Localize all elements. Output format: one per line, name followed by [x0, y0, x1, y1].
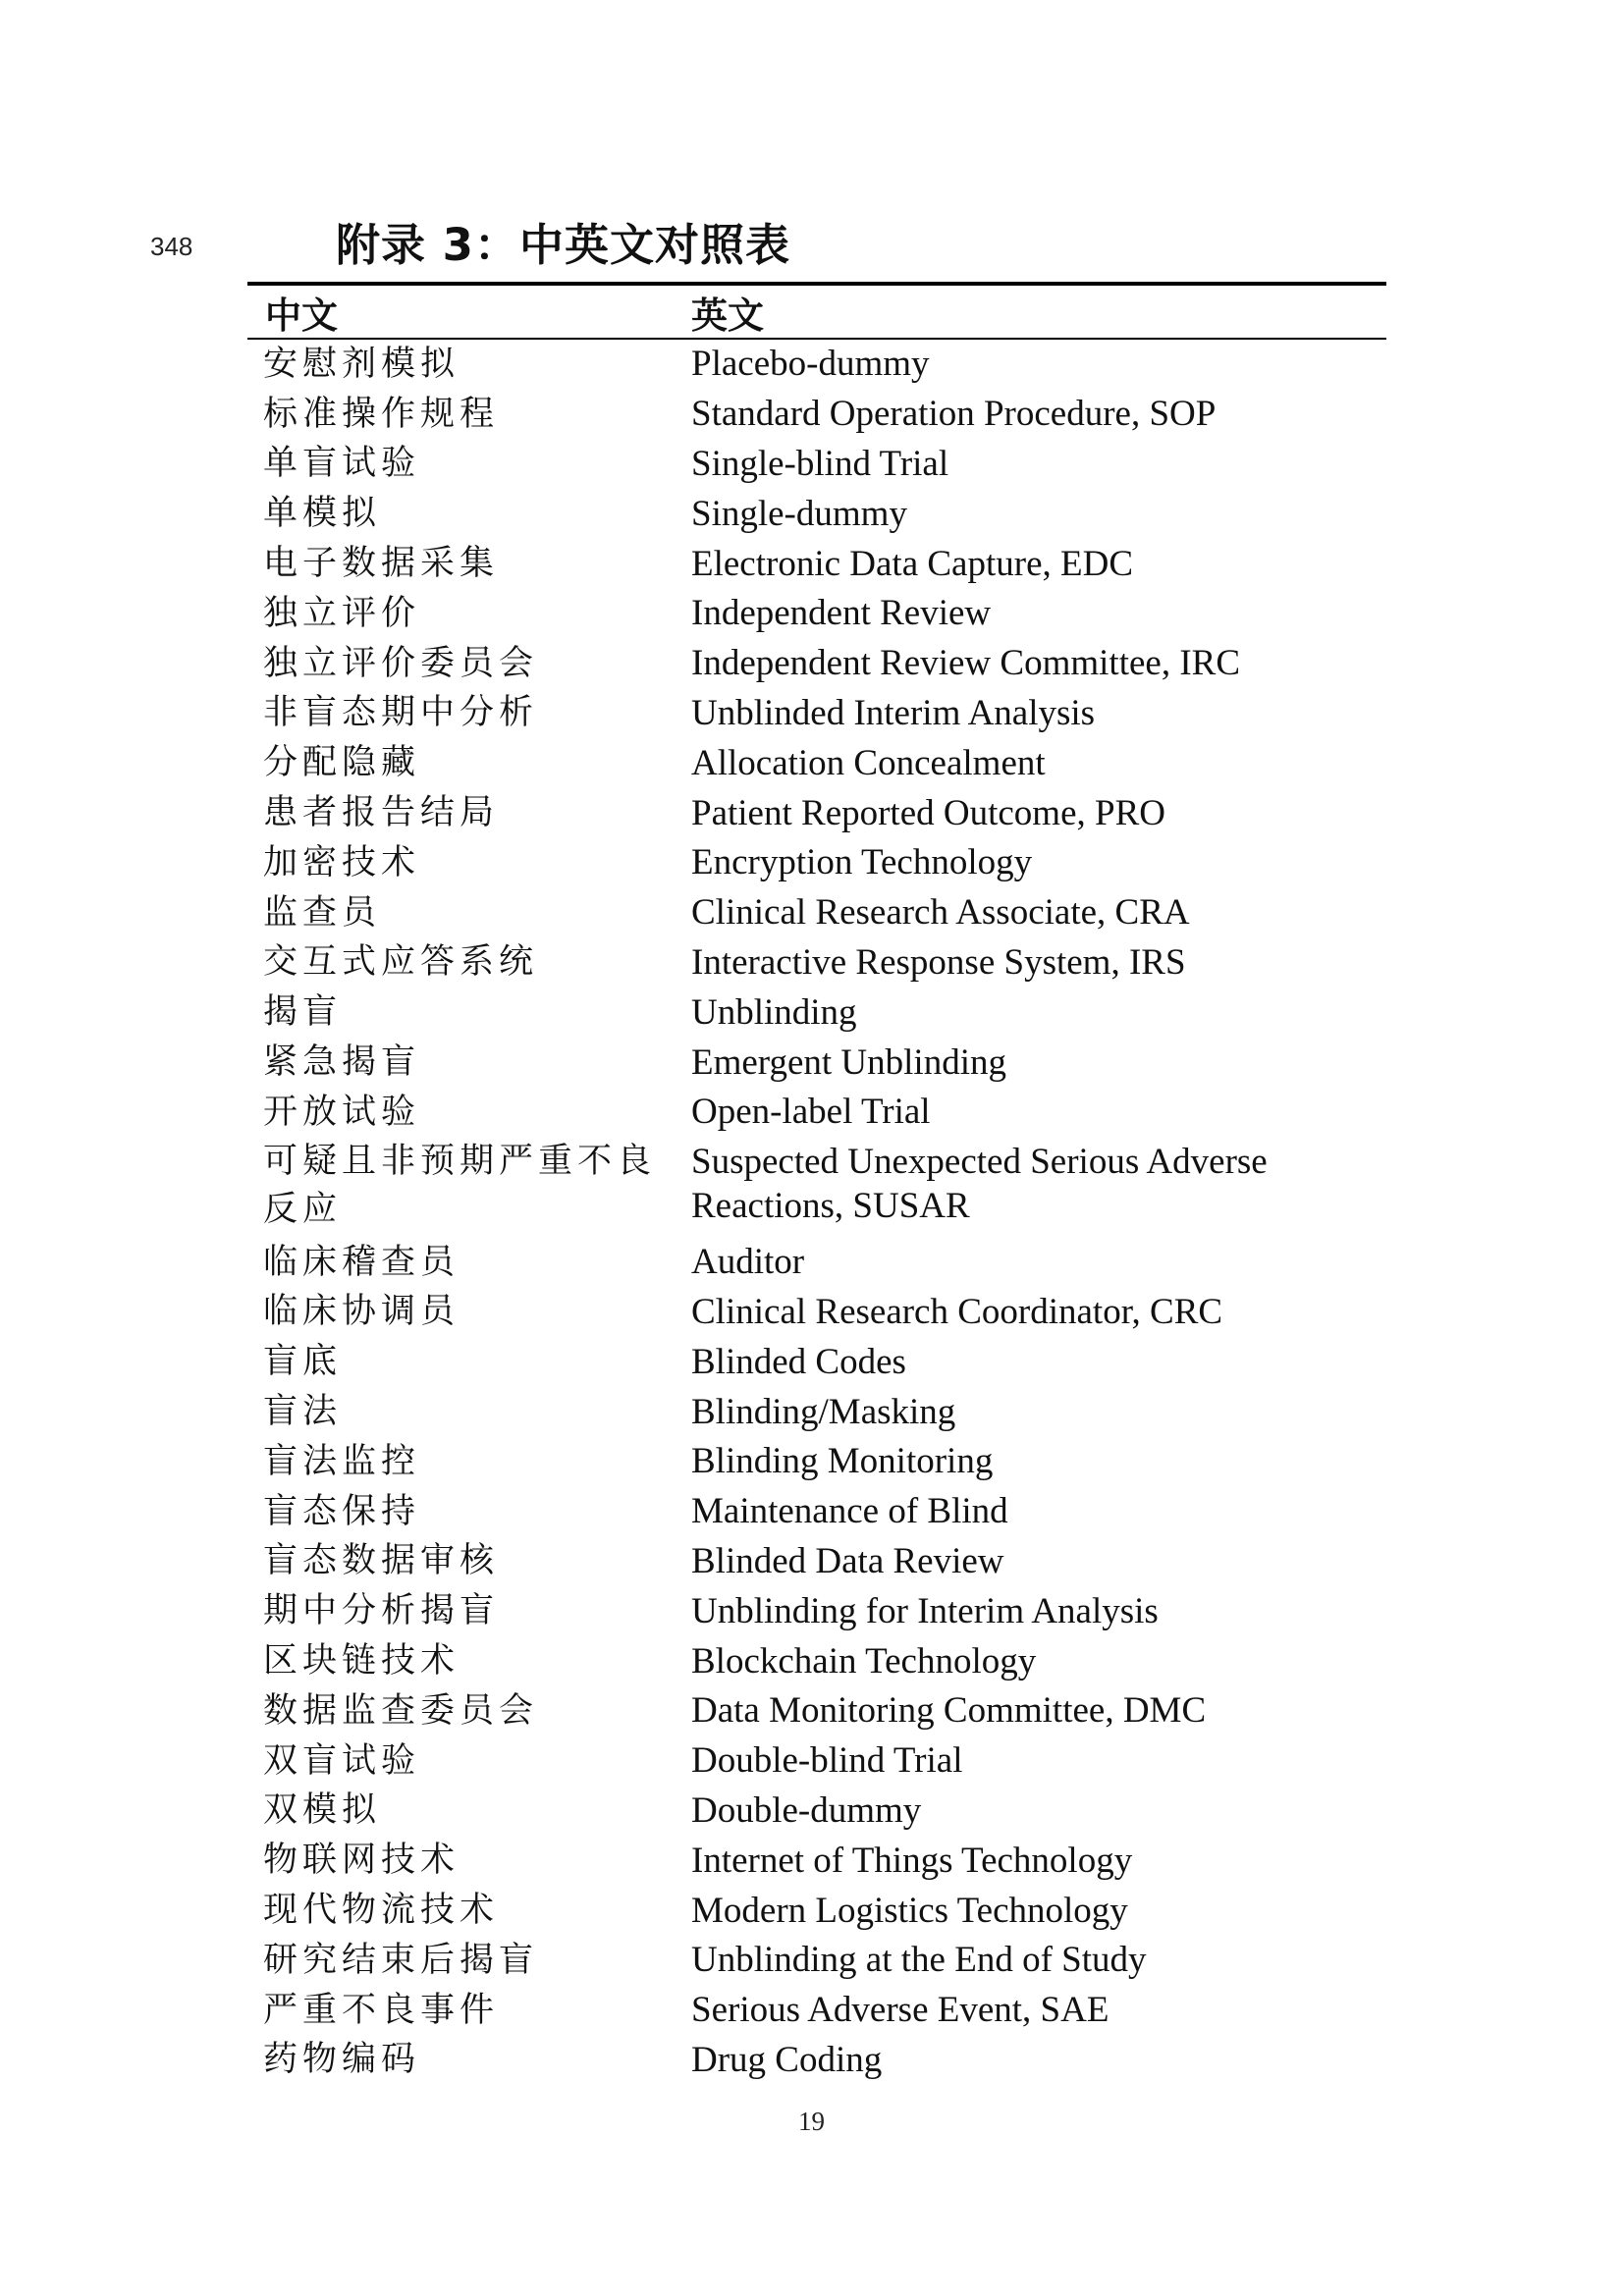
term-english: Auditor — [691, 1242, 805, 1283]
header-chinese: 中文 — [265, 294, 338, 337]
term-chinese: 非盲态期中分析 — [263, 693, 539, 733]
term-english: Unblinded Interim Analysis — [691, 692, 1096, 733]
term-chinese: 现代物流技术 — [263, 1891, 500, 1930]
table-body — [247, 340, 1386, 2085]
term-chinese: 分配隐藏 — [263, 743, 421, 783]
table-row — [247, 1636, 1386, 1686]
table-header — [247, 286, 1386, 338]
table-row — [247, 1736, 1386, 1787]
term-chinese: 加密技术 — [263, 842, 421, 882]
term-chinese: 交互式应答系统 — [263, 942, 539, 983]
table-row — [247, 639, 1386, 689]
term-chinese: 期中分析揭盲 — [263, 1591, 500, 1631]
table-row — [247, 1038, 1386, 1088]
term-english: Blinding/Masking — [691, 1391, 956, 1432]
table-row — [247, 1686, 1386, 1736]
table-row — [247, 539, 1386, 589]
term-chinese: 盲法监控 — [263, 1441, 421, 1481]
term-english: Electronic Data Capture, EDC — [691, 543, 1133, 584]
table-row — [247, 888, 1386, 938]
table-row — [247, 2036, 1386, 2086]
term-english: Blinded Data Review — [691, 1540, 1004, 1581]
table-row — [247, 689, 1386, 739]
term-chinese: 盲态数据审核 — [263, 1541, 500, 1581]
table-row — [247, 988, 1386, 1038]
table-row — [247, 1787, 1386, 1837]
table-row — [247, 1537, 1386, 1587]
term-english: Blinded Codes — [691, 1341, 906, 1382]
term-chinese: 患者报告结局 — [263, 793, 500, 833]
term-english: Blockchain Technology — [691, 1640, 1037, 1682]
term-chinese: 双盲试验 — [263, 1740, 421, 1781]
term-chinese: 监查员 — [263, 892, 382, 933]
term-english: Independent Review Committee, IRC — [691, 643, 1240, 684]
table-row — [247, 1238, 1386, 1288]
term-english: Data Monitoring Committee, DMC — [691, 1690, 1207, 1732]
term-english: Unblinding — [691, 991, 857, 1033]
term-chinese: 独立评价 — [263, 593, 421, 633]
table-row — [247, 738, 1386, 788]
table-row — [247, 1088, 1386, 1138]
table-row — [247, 1138, 1386, 1238]
page-number: 19 — [798, 2107, 825, 2136]
term-chinese: 药物编码 — [263, 2040, 421, 2080]
term-english: Unblinding for Interim Analysis — [691, 1590, 1159, 1631]
term-english: Suspected Unexpected Serious Adverse Reactions, SUSAR — [691, 1141, 1268, 1226]
term-english: Internet of Things Technology — [691, 1840, 1133, 1881]
table-row — [247, 1288, 1386, 1338]
term-english: Double-blind Trial — [691, 1740, 963, 1782]
term-chinese: 严重不良事件 — [263, 1990, 500, 2030]
table-row — [247, 340, 1386, 390]
term-english: Clinical Research Associate, CRA — [691, 892, 1190, 934]
term-chinese: 单模拟 — [263, 494, 382, 534]
term-chinese: 区块链技术 — [263, 1641, 460, 1682]
table-row — [247, 489, 1386, 539]
term-english: Open-label Trial — [691, 1092, 931, 1133]
term-english: Interactive Response System, IRS — [691, 941, 1186, 983]
term-chinese: 标准操作规程 — [263, 394, 500, 434]
term-chinese: 研究结束后揭盲 — [263, 1940, 539, 1980]
term-chinese: 盲底 — [263, 1342, 343, 1382]
term-english: Placebo-dummy — [691, 344, 930, 385]
term-chinese: 临床协调员 — [263, 1292, 460, 1332]
term-english: Independent Review — [691, 593, 992, 634]
table-row — [247, 1437, 1386, 1487]
page-title: 附录 3：中英文对照表 — [336, 219, 790, 271]
term-english: Maintenance of Blind — [691, 1491, 1008, 1532]
header-english: 英文 — [691, 294, 764, 337]
term-english: Blinding Monitoring — [691, 1441, 994, 1482]
table-row — [247, 1487, 1386, 1537]
glossary-table — [247, 282, 1386, 2085]
table-row — [247, 838, 1386, 888]
table-row — [247, 1886, 1386, 1936]
table-row — [247, 1337, 1386, 1387]
term-english: Drug Coding — [691, 2039, 883, 2080]
table-row — [247, 938, 1386, 988]
term-english: Encryption Technology — [691, 842, 1033, 883]
term-english: Modern Logistics Technology — [691, 1890, 1128, 1931]
term-chinese: 揭盲 — [263, 992, 343, 1033]
term-english: Emergent Unblinding — [691, 1041, 1006, 1083]
term-chinese: 临床稽查员 — [263, 1242, 460, 1282]
term-chinese: 双模拟 — [263, 1790, 382, 1831]
term-chinese: 开放试验 — [263, 1092, 421, 1132]
term-chinese: 盲法 — [263, 1392, 343, 1432]
term-chinese: 单盲试验 — [263, 444, 421, 484]
term-english: Patient Reported Outcome, PRO — [691, 792, 1165, 833]
term-chinese: 物联网技术 — [263, 1841, 460, 1881]
table-row — [247, 1836, 1386, 1886]
table-row — [247, 440, 1386, 490]
term-english: Double-dummy — [691, 1789, 922, 1831]
term-english: Clinical Research Coordinator, CRC — [691, 1291, 1223, 1332]
table-row — [247, 589, 1386, 639]
term-chinese: 数据监查委员会 — [263, 1690, 539, 1731]
term-chinese: 紧急揭盲 — [263, 1042, 421, 1083]
table-row — [247, 1586, 1386, 1636]
term-chinese: 独立评价委员会 — [263, 643, 539, 683]
table-row — [247, 788, 1386, 838]
term-chinese: 安慰剂模拟 — [263, 344, 460, 384]
table-row — [247, 1936, 1386, 1986]
term-chinese: 可疑且非预期严重不良 反应 — [263, 1141, 657, 1229]
term-english: Single-dummy — [691, 493, 907, 534]
term-english: Unblinding at the End of Study — [691, 1940, 1147, 1981]
term-chinese: 电子数据采集 — [263, 544, 500, 584]
term-english: Standard Operation Procedure, SOP — [691, 394, 1217, 435]
table-row — [247, 390, 1386, 440]
table-row — [247, 1986, 1386, 2036]
table-row — [247, 1387, 1386, 1437]
margin-page-number: 348 — [150, 232, 193, 261]
term-english: Allocation Concealment — [691, 742, 1046, 783]
term-english: Serious Adverse Event, SAE — [691, 1990, 1109, 2031]
term-chinese: 盲态保持 — [263, 1491, 421, 1531]
term-english: Single-blind Trial — [691, 443, 949, 484]
